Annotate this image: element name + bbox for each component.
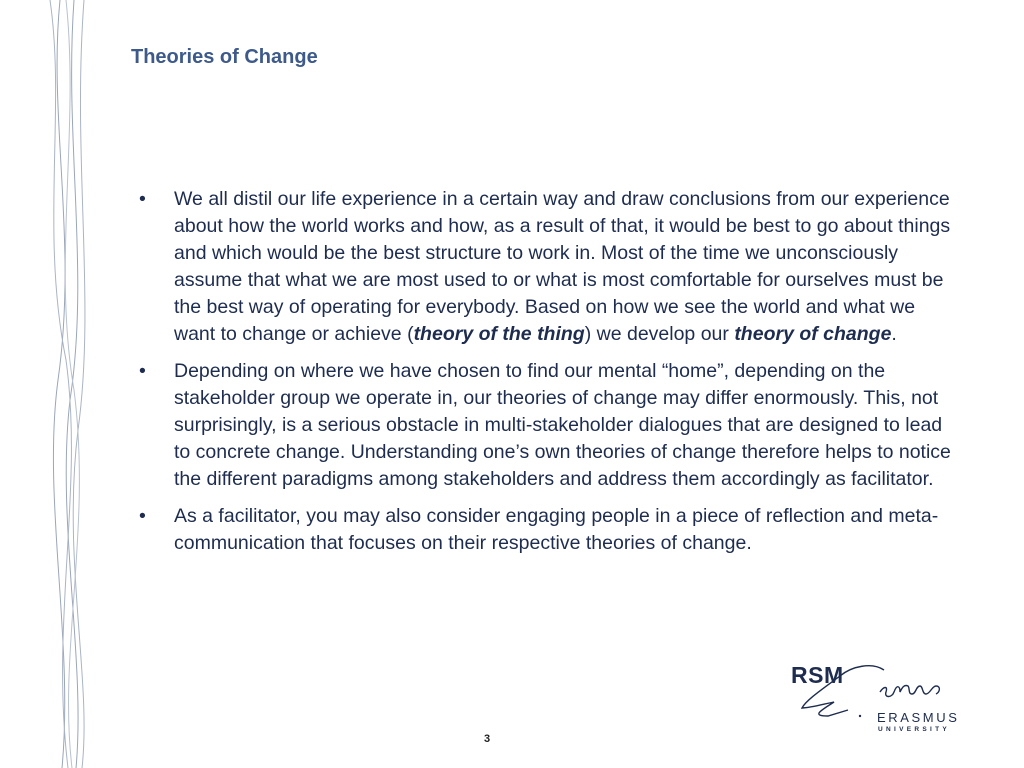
bullet-marker: •	[139, 505, 146, 527]
bullet-text: .	[891, 323, 897, 345]
bullet-item	[139, 503, 959, 557]
slide-title: Theories of Change	[131, 46, 318, 68]
bullet-text: As a facilitator, you may also consider engaging people in a piece of reflection and meta-communication that focuses on their respective theories of change.	[174, 505, 939, 554]
bullet-list	[139, 186, 959, 567]
emphasis-theory-of-the-thing: theory of the thing	[413, 323, 585, 345]
decorative-wavy-lines	[0, 0, 110, 768]
bullet-text: We all distil our life experience in a certain way and draw conclusions from our experience about how the world works and how, as a result of that, it would be best to go about things and which would be the best structure to work in. Most of the time we unconsciously assume that what we are most used to or what is most comfortable for ourselves must be the best way of operating for everybody. Based on how we see the world and what we want to change or achieve (	[174, 188, 951, 345]
bullet-item	[139, 358, 959, 493]
bullet-item	[139, 186, 959, 348]
bullet-text: Depending on where we have chosen to find our mental “home”, depending on the stakeholder group we operate in, our theories of change may differ enormously. This, not surprisingly, is a serious obstacle in multi-stakeholder dialogues that are designed to lead to concrete change. Understanding one’s own theories of change therefore helps to notice the different paradigms among stakeholders and address them accordingly as facilitator.	[174, 360, 951, 490]
bullet-marker: •	[139, 360, 146, 382]
bullet-marker: •	[139, 188, 146, 210]
logo-rsm-text: RSM	[791, 662, 844, 688]
page-number: 3	[484, 733, 491, 745]
rsm-erasmus-logo	[788, 658, 968, 738]
logo-erasmus-text: ERASMUS	[877, 710, 960, 725]
emphasis-theory-of-change: theory of change	[734, 323, 892, 345]
logo-university-text: UNIVERSITY	[878, 726, 951, 733]
bullet-text: ) we develop our	[584, 323, 735, 345]
